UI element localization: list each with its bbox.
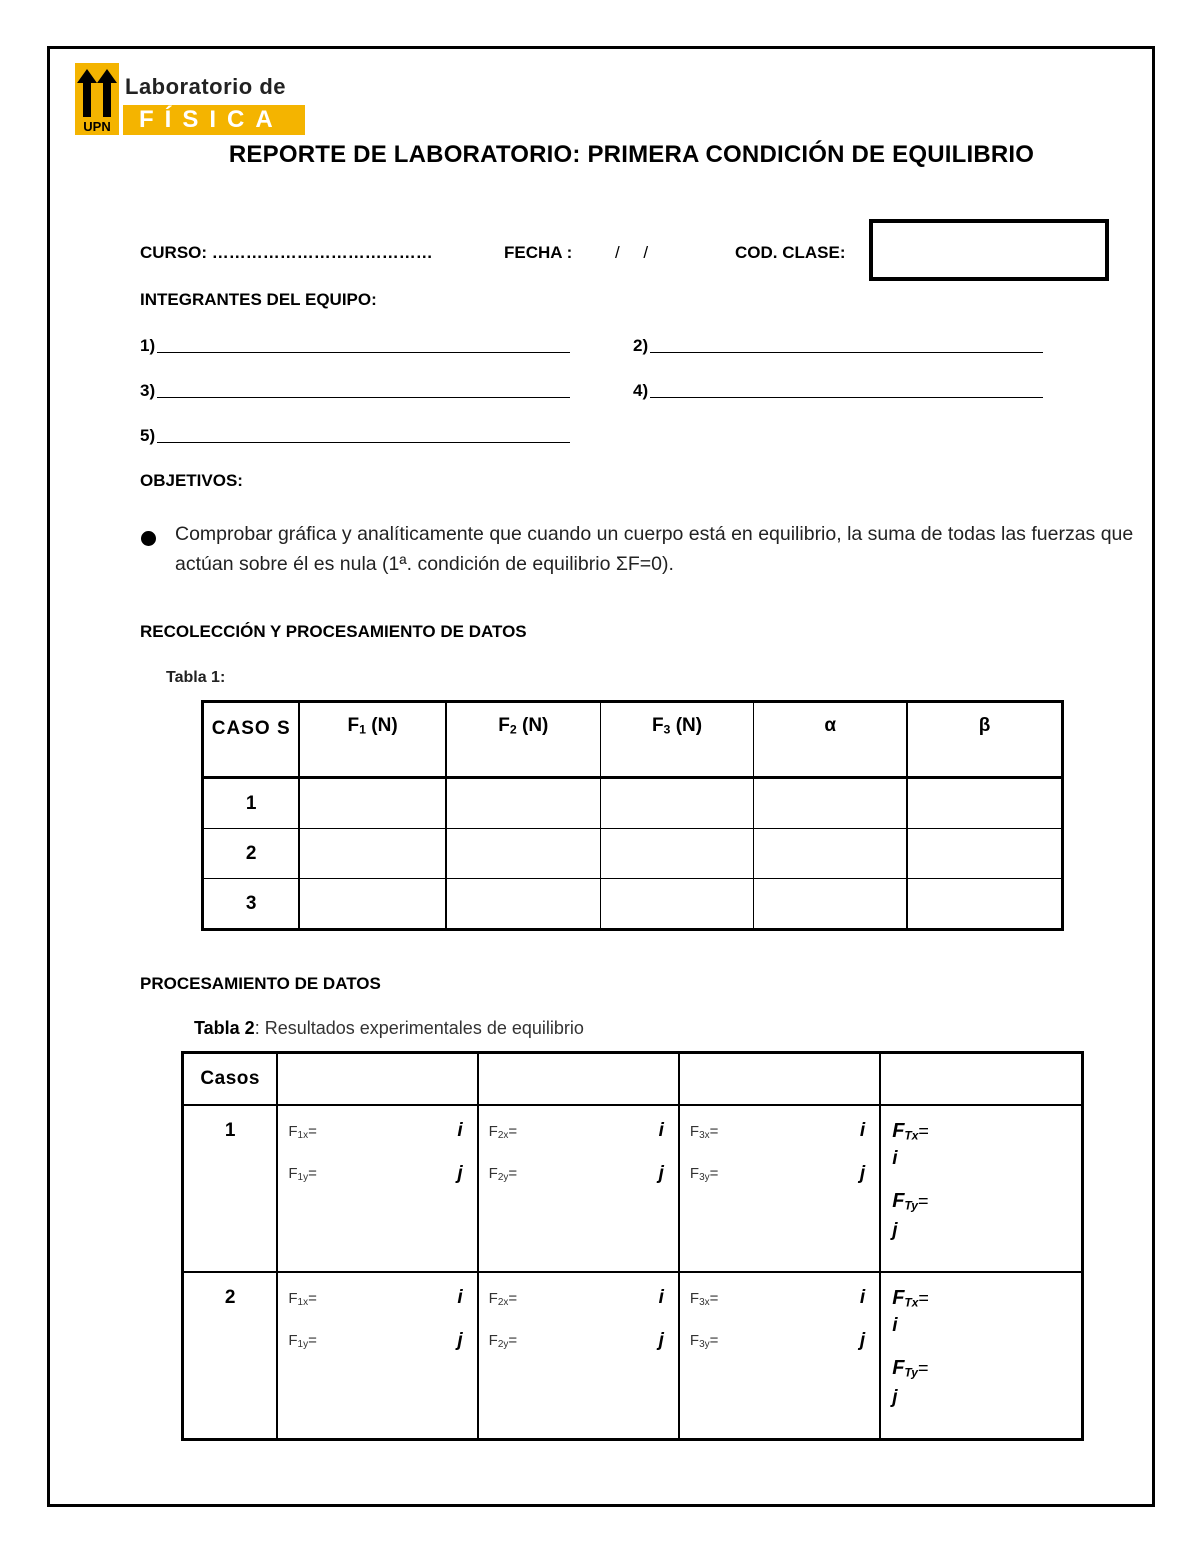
unit-j: j xyxy=(859,1163,866,1184)
caso-number: 3 xyxy=(203,879,300,930)
f3x-label: $F_{3x}=$ xyxy=(689,1123,719,1141)
force-cell-f3[interactable] xyxy=(679,1105,880,1272)
unit-i: i xyxy=(457,1287,463,1308)
input-cell[interactable] xyxy=(907,879,1062,930)
input-cell[interactable] xyxy=(600,879,753,930)
table-row xyxy=(183,1105,1083,1272)
logo-upn-text: UPN xyxy=(83,119,111,134)
page-title: REPORTE DE LABORATORIO: PRIMERA CONDICIÓN DE EQUILIBRIO xyxy=(228,141,1035,168)
member-4-label: 4) xyxy=(633,381,649,400)
force-cell-f2[interactable] xyxy=(478,1272,679,1440)
fty-label: $F_{Ty}=$ xyxy=(892,1357,929,1380)
input-cell[interactable] xyxy=(754,829,907,879)
bullet-icon xyxy=(141,531,156,546)
tabla2-caption-bold: Tabla 2 xyxy=(194,1018,255,1038)
unit-i: i xyxy=(859,1287,866,1308)
member-3-label: 3) xyxy=(140,381,156,400)
arrow-logo-icon xyxy=(75,63,119,119)
input-cell[interactable] xyxy=(600,778,753,829)
recoleccion-label: RECOLECCIÓN Y PROCESAMIENTO DE DATOS xyxy=(140,622,527,641)
curso-field[interactable]: CURSO: ………………………………… xyxy=(140,243,433,262)
f1x-label: $F_{1x}=$ xyxy=(288,1290,317,1308)
header-f1: $F_1$ (N) xyxy=(299,702,445,778)
force-cell-f2[interactable] xyxy=(478,1105,679,1272)
input-cell[interactable] xyxy=(446,778,600,829)
ftx-label: $F_{Tx}=$ xyxy=(892,1287,929,1310)
tabla2-caption xyxy=(194,1018,584,1039)
caso-number: 2 xyxy=(183,1272,278,1440)
header-casos: Casos xyxy=(183,1053,278,1106)
member-4-line[interactable] xyxy=(650,397,1043,398)
input-cell[interactable] xyxy=(907,778,1062,829)
member-5-line[interactable] xyxy=(157,442,570,443)
tabla-1 xyxy=(201,700,1064,931)
force-cell-f1[interactable] xyxy=(277,1272,477,1440)
force-cell-f3[interactable] xyxy=(679,1272,880,1440)
tabla2-caption-rest: : Resultados experimentales de equilibrio xyxy=(254,1018,584,1038)
table-row xyxy=(203,778,1063,829)
f2y-label: $F_{2y}=$ xyxy=(488,1332,518,1350)
member-2-line[interactable] xyxy=(650,352,1043,353)
ftx-label: $F_{Tx}=$ xyxy=(892,1120,929,1143)
header-alpha: α xyxy=(754,702,907,778)
f1y-label: $F_{1y}=$ xyxy=(288,1165,317,1183)
input-cell[interactable] xyxy=(299,879,445,930)
tabla1-caption: Tabla 1: xyxy=(166,669,226,686)
objetivo-text: Comprobar gráfica y analíticamente que cuando un cuerpo está en equilibrio, la suma de todas las fuerzas que actúan sobre él es nula (1ª. condición de equilibrio ΣF=0). xyxy=(175,523,1134,575)
caso-number: 1 xyxy=(203,778,300,829)
logo-fisica-band xyxy=(123,105,305,135)
unit-j: j xyxy=(658,1330,664,1351)
logo-laboratorio: Laboratorio de xyxy=(125,74,287,99)
unit-i: i xyxy=(658,1120,664,1141)
logo-fisica-text: FÍSICA xyxy=(139,106,284,133)
unit-j: j xyxy=(892,1387,898,1408)
force-cell-total[interactable] xyxy=(880,1105,1082,1272)
member-3-line[interactable] xyxy=(157,397,570,398)
header-f2: $F_2$ (N) xyxy=(446,702,600,778)
force-cell-total[interactable] xyxy=(880,1272,1082,1440)
table-header-row xyxy=(183,1053,1083,1106)
procesamiento-label: PROCESAMIENTO DE DATOS xyxy=(140,974,381,993)
header-casos: CASO S xyxy=(203,702,300,778)
header-f3: $F_3$ (N) xyxy=(600,702,753,778)
header-empty xyxy=(679,1053,880,1106)
fecha-field[interactable]: / / xyxy=(615,243,649,262)
unit-i: i xyxy=(892,1148,898,1169)
header-empty xyxy=(478,1053,679,1106)
input-cell[interactable] xyxy=(907,829,1062,879)
unit-j: j xyxy=(859,1330,866,1351)
f2x-label: $F_{2x}=$ xyxy=(488,1123,518,1141)
member-1-label: 1) xyxy=(140,336,156,355)
unit-j: j xyxy=(658,1163,664,1184)
tabla-2 xyxy=(181,1051,1084,1441)
header-empty xyxy=(277,1053,477,1106)
f3y-label: $F_{3y}=$ xyxy=(689,1165,719,1183)
f3x-label: $F_{3x}=$ xyxy=(689,1290,719,1308)
cod-clase-label: COD. CLASE: xyxy=(735,243,846,262)
unit-j: j xyxy=(892,1220,898,1241)
table-row xyxy=(203,879,1063,930)
member-2-label: 2) xyxy=(633,336,649,355)
member-5-label: 5) xyxy=(140,426,156,445)
fty-label: $F_{Ty}=$ xyxy=(892,1190,929,1213)
force-cell-f1[interactable] xyxy=(277,1105,477,1272)
input-cell[interactable] xyxy=(600,829,753,879)
fecha-label: FECHA : xyxy=(504,243,573,262)
unit-i: i xyxy=(658,1287,664,1308)
input-cell[interactable] xyxy=(754,879,907,930)
f2x-label: $F_{2x}=$ xyxy=(488,1290,518,1308)
unit-j: j xyxy=(457,1163,463,1184)
table-header-row xyxy=(203,702,1063,778)
input-cell[interactable] xyxy=(299,778,445,829)
unit-i: i xyxy=(859,1120,866,1141)
header-beta: β xyxy=(907,702,1062,778)
integrantes-label: INTEGRANTES DEL EQUIPO: xyxy=(140,290,377,309)
input-cell[interactable] xyxy=(299,829,445,879)
unit-i: i xyxy=(892,1315,898,1336)
input-cell[interactable] xyxy=(446,829,600,879)
cod-clase-box[interactable] xyxy=(869,219,1109,281)
objetivos-label: OBJETIVOS: xyxy=(140,471,243,490)
input-cell[interactable] xyxy=(446,879,600,930)
member-1-line[interactable] xyxy=(157,352,570,353)
table-row xyxy=(203,829,1063,879)
header-empty xyxy=(880,1053,1082,1106)
f1x-label: $F_{1x}=$ xyxy=(288,1123,317,1141)
unit-i: i xyxy=(457,1120,463,1141)
table-row xyxy=(183,1272,1083,1440)
caso-number: 2 xyxy=(203,829,300,879)
f3y-label: $F_{3y}=$ xyxy=(689,1332,719,1350)
unit-j: j xyxy=(457,1330,463,1351)
upn-logo xyxy=(75,63,119,135)
f2y-label: $F_{2y}=$ xyxy=(488,1165,518,1183)
caso-number: 1 xyxy=(183,1105,278,1272)
input-cell[interactable] xyxy=(754,778,907,829)
f1y-label: $F_{1y}=$ xyxy=(288,1332,317,1350)
